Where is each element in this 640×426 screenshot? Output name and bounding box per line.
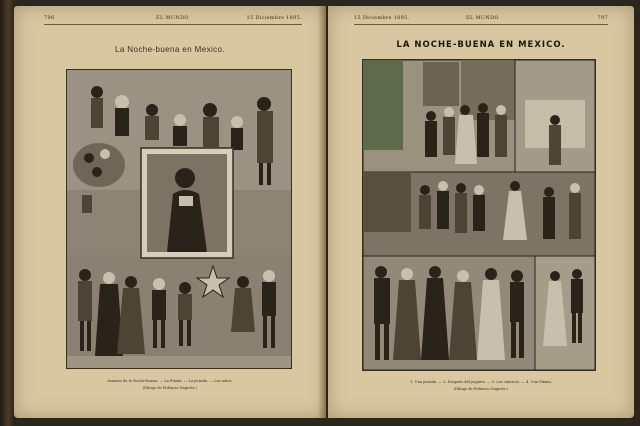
right-illustration xyxy=(362,59,596,371)
left-illustration xyxy=(66,69,292,369)
left-journal-name: EL MUNDO xyxy=(156,15,189,21)
left-page xyxy=(14,6,326,418)
left-running-header xyxy=(44,14,302,25)
left-page-number: 796 xyxy=(44,15,55,21)
left-caption-line2: (Dibujo de Fidencio Nagrete.) xyxy=(142,386,198,390)
right-journal-name: EL MUNDO xyxy=(466,15,499,21)
left-article-title: La Noche-buena en Mexico. xyxy=(114,45,226,54)
right-page-number: 797 xyxy=(597,15,608,21)
book-binding-edge xyxy=(0,0,14,426)
right-header-date: 15 Diciembre 1895. xyxy=(354,15,410,21)
right-caption-line1: 1. Una posada. — 2. Después del juguete. — 3. Los cánticos. — 4. Una Piñata. xyxy=(410,380,552,384)
right-running-header xyxy=(354,14,608,25)
left-engraving xyxy=(67,70,291,368)
right-article-title: LA NOCHE-BUENA EN MEXICO. xyxy=(396,40,566,50)
right-engraving xyxy=(363,60,595,370)
right-page xyxy=(328,6,634,418)
left-header-date: 15 Diciembre 1895. xyxy=(246,15,302,21)
right-caption-line2: (Dibujo de Fidencio Nagrete.) xyxy=(453,387,509,391)
left-caption-line1: Asuntos de la Noche-buena. — La Piñata. — La posada. — Los niños. xyxy=(107,379,233,383)
